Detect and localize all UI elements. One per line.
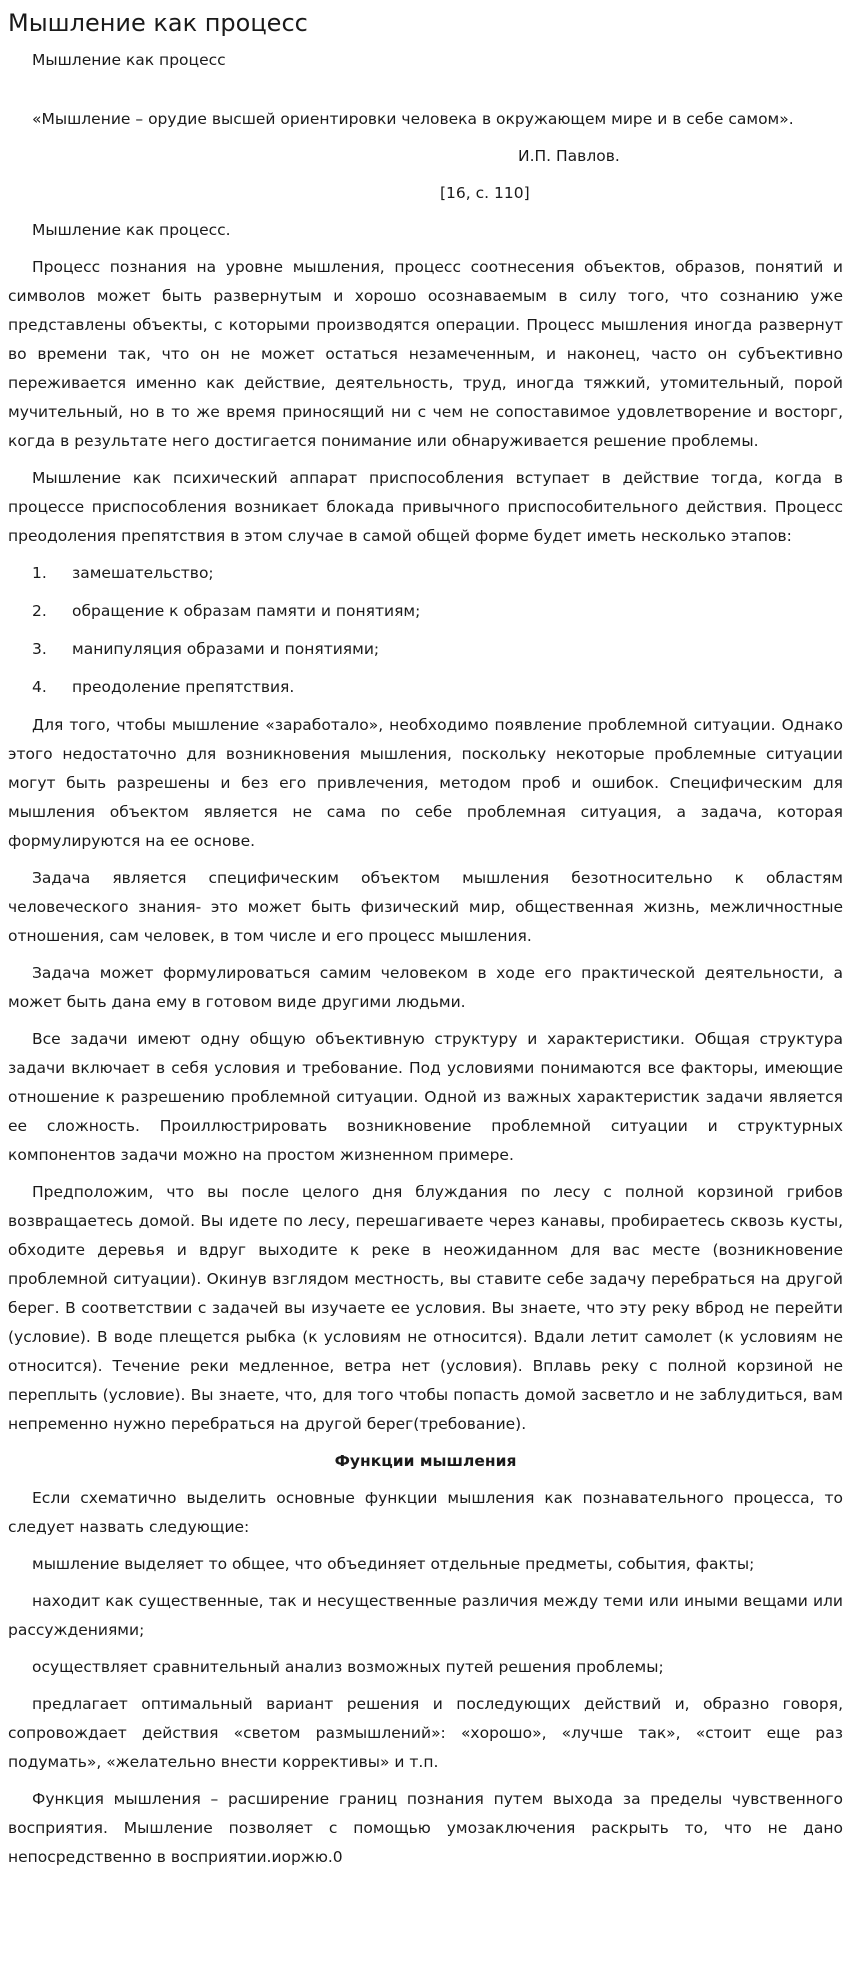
list-number: 3. bbox=[32, 640, 47, 658]
paragraph: Если схематично выделить основные функции мышления как познавательного процесса, то следует назвать следующие: bbox=[8, 1489, 843, 1536]
paragraph: Все задачи имеют одну общую объективную структуру и характеристики. Общая структура задачи включает в себя условия и требование. Под условиями понимаются все факторы, имеющие отношение к разрешению проблемной ситуации. Одной из важных характеристик задачи является ее сложность. Проиллюстрировать возникновение проблемной ситуации и структурных компонентов задачи можно на простом жизненном примере. bbox=[8, 1030, 843, 1164]
paragraph: Функция мышления – расширение границ познания путем выхода за пределы чувственного восприятия. Мышление позволяет с помощью умозаключения раскрыть то, что не дано непосредственно в восприятии.иоржю.0 bbox=[8, 1790, 843, 1866]
list-item-text: манипуляция образами и понятиями; bbox=[72, 640, 380, 658]
paragraph: Для того, чтобы мышление «заработало», необходимо появление проблемной ситуации. Однако этого недостаточно для возникновения мышления, поскольку некоторые проблемные ситуации могут быть разрешены и без его привлечения, методом проб и ошибок. Специфическим для мышления объектом является не сама по себе проблемная ситуация, а задача, которая формулируются на ее основе. bbox=[8, 716, 843, 850]
epigraph-quote: «Мышление – орудие высшей ориентировки человека в окружающем мире и в себе самом». bbox=[32, 110, 794, 128]
section-label: Мышление как процесс. bbox=[32, 221, 231, 239]
paragraph: осуществляет сравнительный анализ возможных путей решения проблемы; bbox=[32, 1658, 664, 1676]
list-item bbox=[8, 559, 843, 588]
paragraph: мышление выделяет то общее, что объединяет отдельные предметы, события, факты; bbox=[32, 1555, 755, 1573]
paragraph: Мышление как психический аппарат приспособления вступает в действие тогда, когда в процессе приспособления возникает блокада привычного приспособительного действия. Процесс преодоления препятствия в этом случае в самой общей форме будет иметь несколько этапов: bbox=[8, 469, 843, 545]
subtitle: Мышление как процесс bbox=[32, 51, 226, 69]
stages-list bbox=[8, 559, 843, 702]
paragraph: Задача является специфическим объектом мышления безотносительно к областям человеческого знания- это может быть физический мир, общественная жизнь, межличностные отношения, сам человек, в том числе и его процесс мышления. bbox=[8, 869, 843, 945]
epigraph-author: И.П. Павлов. bbox=[518, 147, 620, 165]
list-number: 1. bbox=[32, 564, 47, 582]
paragraph: Процесс познания на уровне мышления, процесс соотнесения объектов, образов, понятий и символов может быть развернутым и хорошо осознаваемым в силу того, что сознанию уже представлены объекты, с которыми производятся операции. Процесс мышления иногда развернут во времени так, что он не может остаться незамеченным, и наконец, часто он субъективно переживается именно как действие, деятельность, труд, иногда тяжкий, утомительный, порой мучительный, но в то же время приносящий ни с чем не сопоставимое удовлетворение и восторг, когда в результате него достигается понимание или обнаруживается решение проблемы. bbox=[8, 258, 843, 450]
paragraph: предлагает оптимальный вариант решения и последующих действий и, образно говоря, сопровождает действия «светом размышлений»: «хорошо», «лучше так», «стоит еще раз подумать», «желательно внести коррективы» и т.п. bbox=[8, 1695, 843, 1771]
list-item bbox=[8, 673, 843, 702]
paragraph: Предположим, что вы после целого дня блуждания по лесу с полной корзиной грибов возвращаетесь домой. Вы идете по лесу, перешагиваете через канавы, пробираетесь сквозь кусты, обходите деревья и вдруг выходите к реке в неожиданном для вас месте (возникновение проблемной ситуации). Окинув взглядом местность, вы ставите себе задачу перебраться на другой берег. В соответствии с задачей вы изучаете ее условия. Вы знаете, что эту реку вброд не перейти (условие). В воде плещется рыбка (к условиям не относится). Вдали летит самолет (к условиям не относится). Течение реки медленное, ветра нет (условия). Вплавь реку с полной корзиной не переплыть (условие). Вы знаете, что, для того чтобы попасть домой засветло и не заблудиться, вам непременно нужно перебраться на другой берег(требование). bbox=[8, 1183, 843, 1433]
section-heading: Функции мышления bbox=[334, 1452, 517, 1470]
list-item bbox=[8, 635, 843, 664]
epigraph-reference: [16, с. 110] bbox=[440, 184, 530, 202]
list-item-text: замешательство; bbox=[72, 564, 214, 582]
list-number: 4. bbox=[32, 678, 47, 696]
list-item-text: преодоление препятствия. bbox=[72, 678, 295, 696]
list-item bbox=[8, 597, 843, 626]
paragraph: Задача может формулироваться самим человеком в ходе его практической деятельности, а может быть дана ему в готовом виде другими людьми. bbox=[8, 964, 843, 1011]
list-item-text: обращение к образам памяти и понятиям; bbox=[72, 602, 421, 620]
list-number: 2. bbox=[32, 602, 47, 620]
paragraph: находит как существенные, так и несущественные различия между теми или иными вещами или рассуждениями; bbox=[8, 1592, 843, 1639]
page-title: Мышление как процесс bbox=[8, 9, 308, 37]
